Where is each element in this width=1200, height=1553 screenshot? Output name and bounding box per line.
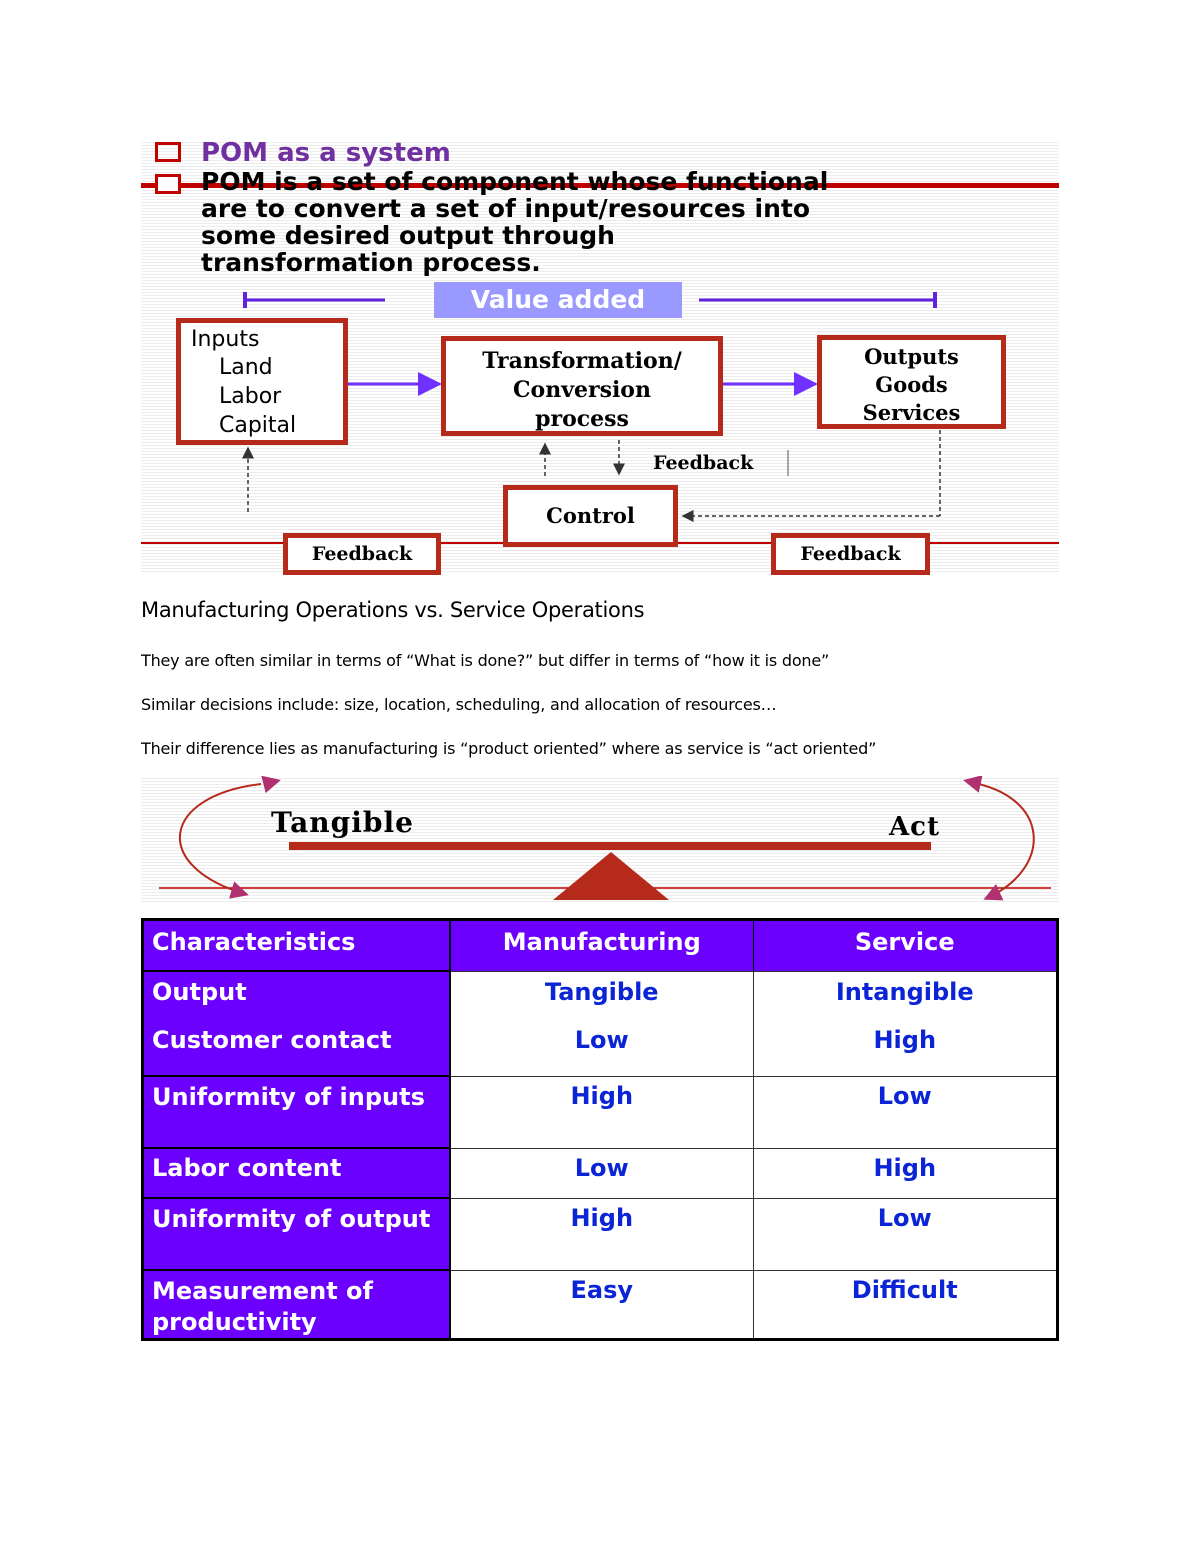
balance-slide <box>141 776 1059 902</box>
header-cell: Manufacturing <box>450 921 753 971</box>
pom-definition: POM is a set of component whose functional are to convert a set of input/resources into some desired output through transformation process. <box>201 167 829 277</box>
service-cell: Difficult <box>753 1270 1056 1338</box>
characteristic-cell: Uniformity of output <box>144 1198 450 1270</box>
table-row <box>144 1022 1056 1076</box>
inputs-box <box>176 318 348 445</box>
table-row <box>144 1148 1056 1198</box>
value-added-label: Value added <box>434 282 682 318</box>
service-cell: High <box>753 1022 1056 1076</box>
table-row <box>144 1198 1056 1270</box>
inputs-title: Inputs <box>191 327 260 352</box>
input-item: Land <box>219 355 273 380</box>
control-box: Control <box>503 485 678 547</box>
characteristic-cell: Customer contact <box>144 1022 450 1076</box>
paragraph: They are often similar in terms of “What is done?” but differ in terms of “how it is done” <box>141 651 830 670</box>
service-cell: Low <box>753 1076 1056 1148</box>
transformation-box: Transformation/ Conversion process <box>441 336 723 436</box>
output-item: Goods <box>875 372 948 397</box>
comparison-table <box>141 918 1059 1341</box>
manufacturing-cell: High <box>450 1198 753 1270</box>
feedback-box-right: Feedback <box>771 533 930 575</box>
input-item: Labor <box>219 384 282 409</box>
table-row <box>144 971 1056 1022</box>
manufacturing-cell: High <box>450 1076 753 1148</box>
outputs-box <box>817 335 1006 429</box>
balance-beam <box>289 842 931 850</box>
slide-title: POM as a system <box>201 138 451 168</box>
manufacturing-cell: Tangible <box>450 971 753 1022</box>
service-cell: Low <box>753 1198 1056 1270</box>
header-cell: Characteristics <box>144 921 450 971</box>
manufacturing-cell: Easy <box>450 1270 753 1338</box>
section-heading: Manufacturing Operations vs. Service Operations <box>141 598 645 622</box>
pom-system-slide <box>141 140 1059 574</box>
outputs-title: Outputs <box>864 344 959 369</box>
feedback-box-left: Feedback <box>283 533 441 575</box>
table-row <box>144 1270 1056 1338</box>
characteristic-cell: Measurement of productivity <box>144 1270 450 1338</box>
paragraph: Similar decisions include: size, location, scheduling, and allocation of resources… <box>141 695 777 714</box>
table-header-row <box>144 921 1056 971</box>
manufacturing-cell: Low <box>450 1148 753 1198</box>
table-row <box>144 1076 1056 1148</box>
feedback-label: Feedback <box>653 452 754 474</box>
paragraph: Their difference lies as manufacturing is “product oriented” where as service is “act oriented” <box>141 739 877 758</box>
service-cell: Intangible <box>753 971 1056 1022</box>
act-label: Act <box>889 812 941 842</box>
manufacturing-cell: Low <box>450 1022 753 1076</box>
characteristic-cell: Labor content <box>144 1148 450 1198</box>
service-cell: High <box>753 1148 1056 1198</box>
tangible-label: Tangible <box>271 806 414 839</box>
output-item: Services <box>862 400 961 425</box>
characteristic-cell: Output <box>144 971 450 1022</box>
fulcrum-triangle <box>553 852 669 900</box>
header-cell: Service <box>753 921 1056 971</box>
input-item: Capital <box>219 413 297 438</box>
characteristic-cell: Uniformity of inputs <box>144 1076 450 1148</box>
